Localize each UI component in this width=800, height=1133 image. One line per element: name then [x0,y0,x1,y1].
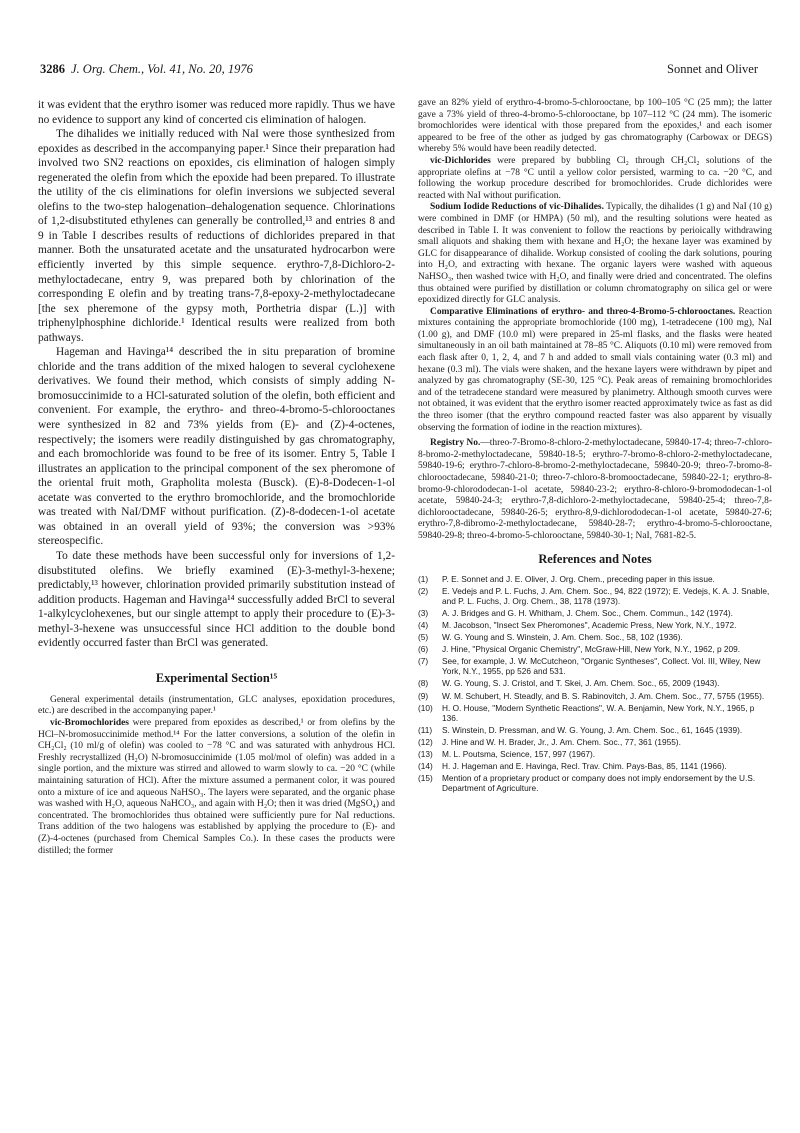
reference-text: J. Hine and W. H. Brader, Jr., J. Am. Chem. Soc., 77, 361 (1955). [442,736,681,747]
journal-citation: J. Org. Chem., Vol. 41, No. 20, 1976 [71,62,253,76]
reference-text: M. Jacobson, "Insect Sex Pheromones", Academic Press, New York, N.Y., 1972. [442,619,737,630]
reference-text: M. L. Poutsma, Science, 157, 997 (1967). [442,748,596,759]
reference-number: (2) [418,585,429,596]
reference-text: P. E. Sonnet and J. E. Oliver, J. Org. Chem., preceding paper in this issue. [442,573,715,584]
registry-numbers [418,438,772,542]
reference-text: S. Winstein, D. Pressman, and W. G. Young, J. Am. Chem. Soc., 61, 1645 (1939). [442,724,743,735]
reference-item [418,644,772,654]
paragraph: it was evident that the erythro isomer was reduced more rapidly. Thus we have no evidence to support any kind of concerted cis elimination of halogen. [38,99,395,126]
left-column [38,98,395,857]
paragraph: Hageman and Havinga¹⁴ described the in situ preparation of bromine chloride and the trans addition of the mixed halogen to several cyclohexene derivatives. We found their method, which consists of simply adding N-bromosuccinimide to a HCl-saturated solution of the olefin, both efficient and convenient. For example, the erythro- and threo-4-bromo-5-chlorooctanes were synthesized in 82 and 73% yields from (E)- and (Z)-4-octenes, respectively; the isomers were readily distinguished by gas chromatography, and each bromochloride was found to be free of its isomer. Entry 5, Table I illustrates an application to the principal component of the sex pheromone of the oriental fruit moth, Grapholita molesta (Busck). (E)-8-Dodecen-1-ol acetate was converted to the erythro bromochloride, and the bromochloride was treated with NaI/DMF without purification. (Z)-8-dodecen-1-ol acetate was obtained in an overall yield of 93%; the conversion was >93% stereospecific. [38,346,395,548]
reference-item [418,725,772,735]
paragraph-runin-heading: vic-Dichlorides [430,155,491,166]
reference-number: (10) [418,702,433,713]
reference-text: W. G. Young, S. J. Cristol, and T. Skei, J. Am. Chem. Soc., 65, 2009 (1943). [442,678,720,689]
reference-number: (15) [418,773,433,784]
paragraph-runin-heading: vic-Bromochlorides [50,717,129,728]
reference-text: J. Hine, "Physical Organic Chemistry", McGraw-Hill, New York, N.Y., 1962, p 209. [442,644,741,655]
experimental-paragraph: General experimental details (instrumentation, GLC analyses, epoxidation procedures, etc.) are described in the accompanying paper.¹ [38,694,395,717]
reference-text: W. M. Schubert, H. Steadly, and B. S. Rabinovitch, J. Am. Chem. Soc., 77, 5755 (1955). [442,690,765,701]
paragraph: To date these methods have been successful only for inversions of 1,2-disubstituted olefins. We briefly examined (E)-3-methyl-3-hexene; predictably,¹³ however, chlorination provided primarily substitution instead of addition products. Hageman and Havinga¹⁴ successfully added BrCl to several 1-alkylcyclohexenes, but our single attempt to apply their procedure to (E)-3-methyl-3-hexene was unsuccessful since HCl addition to the double bond evidently occurred faster than BrCl was generated. [38,549,395,650]
reference-item [418,737,772,747]
reference-text: Mention of a proprietary product or company does not imply endorsement by the U.S. Department of Agriculture. [442,773,756,794]
reference-item [418,620,772,630]
reference-text: H. O. House, "Modern Synthetic Reactions", W. A. Benjamin, New York, N.Y., 1965, p 136. [442,702,755,723]
reference-item [418,574,772,584]
reference-text: See, for example, J. W. McCutcheon, "Organic Syntheses", Collect. Vol. III, Wiley, New York, N.Y., 1955, pp 526 and 531. [442,656,761,677]
reference-text: H. J. Hageman and E. Havinga, Recl. Trav. Chim. Pays-Bas, 85, 1141 (1966). [442,761,727,772]
reference-item [418,761,772,771]
reference-number: (11) [418,724,433,735]
reference-number: (13) [418,748,433,759]
reference-text: A. J. Bridges and G. H. Whitham, J. Chem. Soc., Chem. Commun., 142 (1974). [442,607,733,618]
reference-item [418,773,772,793]
reference-item [418,703,772,723]
reference-item [418,608,772,618]
paragraph-runin-heading: Comparative Eliminations of erythro- and threo-4-Bromo-5-chlorooctanes. [430,306,736,317]
experimental-paragraph [418,156,772,202]
reference-item [418,749,772,759]
references-heading: References and Notes [538,551,652,566]
paragraph-text: were prepared from epoxides as described,¹ or from olefins by the HCl–N-bromosuccinimide method.¹⁴ For the latter conversions, a solution of the olefin in CH₂Cl₂ (10 ml/g of olefin) was cooled to −78 °C and was saturated with anhydrous HCl. Freshly recrystallized (H₂O) N-bromosuccinimide (1.05 mol/mol of olefin) was added in a single portion, and the mixture was stirred and allowed to warm slowly to ca. −20 °C (while maintaining saturation of HCl). After the mixture assumed a permanent color, it was poured onto a mixture of ice and aqueous NaHSO₃. The layers were separated, and the organic phase was washed with H₂O, aqueous NaHCO₃, and again with H₂O; then it was dried (MgSO₄) and concentrated. The bromochlorides thus obtained were sufficiently pure for NaI reductions. Trans addition of the two halogens was established by applying the procedure to (E)- and (Z)-4-octenes (purchased from Chemical Samples Co.). In these cases the products were distilled; the former [38,717,395,856]
reference-number: (14) [418,761,433,772]
experimental-paragraph: gave an 82% yield of erythro-4-bromo-5-chlorooctane, bp 100–105 °C (25 mm); the latter gave a 73% yield of threo-4-bromo-5-chlorooctane, bp 107–112 °C (24 mm). The isomeric bromochlorides were identical with those prepared from the epoxides,¹ and each isomer appeared to be free of the other as judged by gas chromatography (Carbowax or DEGS) whereby 5% would have been readily detected. [418,98,772,155]
registry-text: —threo-7-Bromo-8-chloro-2-methyloctadecane, 59840-17-4; threo-7-chloro-8-bromo-2-methyloctadecane, 59840-18-5; erythro-7-bromo-8-chloro-2-methyloctadecane, 59840-19-6; erythro-7-chloro-8-bromo-2-methyloctadecane, 59840-20-9; threo-7-bromo-8-chlorooctadecane, 59840-21-0; threo-7-chloro-8-bromooctadecane, 59840-22-1; erythro-8-bromo-9-chlorododecan-1-ol acetate, 59840-23-2; erythro-8-chloro-9-bromododecan-1-ol acetate, 59840-24-3; erythro-7,8-dichloro-2-methyloctadecane, 59840-25-4; threo-7,8-dichlorooctadecane, 59840-26-5; erythro-8,9-dichlorododecan-1-ol acetate, 59840-27-6; erythro-7,8-dibromo-2-methyloctadecane, 59840-28-7; erythro-4-bromo-5-chlorooctane, 59840-29-8; threo-4-bromo-5-chlorooctane, 59840-30-1; NaI, 7681-82-5. [418,438,773,541]
reference-item [418,691,772,701]
paragraph-runin-heading: Sodium Iodide Reductions of vic-Dihalides. [430,202,604,213]
reference-number: (7) [418,656,429,667]
reference-number: (9) [418,690,429,701]
reference-number: (4) [418,619,429,630]
right-column [418,98,772,795]
running-header [40,62,760,82]
experimental-section-heading: Experimental Section¹⁵ [155,670,278,685]
registry-heading: Registry No. [430,438,481,449]
reference-number: (1) [418,573,429,584]
experimental-paragraph [418,307,772,435]
reference-number: (5) [418,632,429,643]
page-number: 3286 [40,62,65,76]
header-left [40,62,253,77]
header-authors: Sonnet and Oliver [667,62,758,76]
reference-number: (6) [418,644,429,655]
reference-number: (3) [418,607,429,618]
reference-text: W. G. Young and S. Winstein, J. Am. Chem. Soc., 58, 102 (1936). [442,632,683,643]
paragraph-text: Reaction mixtures containing the appropriate bromochloride (100 mg), 1-tetradecene (100 mg), NaI (1.00 g), and DMF (10.0 ml) were prepared in 25-ml flasks, and the flasks were heated simultaneously in an oil bath maintained at 78–85 °C. Aliquots (0.10 ml) were removed from each flask after 0, 1, 2, 4, and 7 h and added to small vials containing water (0.3 ml) and hexane (0.3 ml). The vials were shaken, and the hexane layers were withdrawn by pipet and analyzed by gas chromatography (SE-30, 125 °C). Peak areas of remaining bromochlorides and of the tetradecene standard were measured by planimetry. Although smooth curves were not obtained, it was evident that the erythro isomer reacted approximately twice as fast as did the threo isomer (that the erythro compound reacted faster was also apparent by visually observing the formation of iodine in the reaction mixtures). [418,306,773,433]
reference-item [418,656,772,676]
reference-text: E. Vedejs and P. L. Fuchs, J. Am. Chem. Soc., 94, 822 (1972); E. Vedejs, K. A. J. Snable, and P. L. Fuchs, J. Org. Chem., 38, 1178 (1973). [442,585,770,606]
references-list [418,574,772,794]
paragraph-text: were prepared by bubbling Cl₂ through CH₂Cl₂ solutions of the appropriate olefins at −78 °C until a yellow color persisted, warming to ca. −20 °C, and following the workup procedure described for bromochlorides. Crude dichlorides were reacted with NaI without purification. [418,155,772,201]
reference-item [418,678,772,688]
paragraph-text: Typically, the dihalides (1 g) and NaI (10 g) were combined in DMF (or HMPA) (50 ml), and the resulting solutions were heated as described in Table I. It was convenient to follow the reactions by perioically withdrawing small aliquots and shaking them with hexane and H₂O; the hexane layer was examined by GLC for disappearance of dihalide. Workup consisted of cooling the dark solutions, pouring into H₂O, and extracting with hexane. The organic layers were washed with aqueous NaHSO₃, then washed twice with H₂O, and finally were dried and concentrated. The olefins thus obtained were purified by distillation or column chromatography on silica gel or were epoxidized directly for GLC analysis. [418,202,772,306]
experimental-paragraph [418,202,772,306]
paragraph: The dihalides we initially reduced with NaI were those synthesized from epoxides as described in the accompanying paper.¹ Since their preparation had involved two SN2 reactions on epoxides, cis elimination of halogen simply regenerated the olefin from which the epoxide had been prepared. To illustrate the utility of the cis eliminations for olefin inversions we subjected several olefins to the two-step halogenation–dehalogenation sequence. Chlorinations of 1,2-disubstituted ethylenes can generally be controlled,¹³ and entries 8 and 9 in Table I describes results of reductions of dichlorides prepared in that manner. Both the unsaturated acetate and the unsaturated hydrocarbon were efficiently inverted by this simple sequence. erythro-7,8-Dichloro-2-methyloctadecane, entry 9, was prepared both by chlorination of the corresponding E olefin and by treating trans-7,8-epoxy-2-methyloctadecane [the sex pheremone of the gypsy moth, Porthetria dispar (L.)] with triphenylphosphine dichloride.¹ Identical results were realized from both pathways. [38,128,395,344]
reference-item [418,586,772,606]
experimental-paragraph [38,718,395,857]
reference-item [418,632,772,642]
reference-number: (12) [418,736,433,747]
reference-number: (8) [418,678,429,689]
